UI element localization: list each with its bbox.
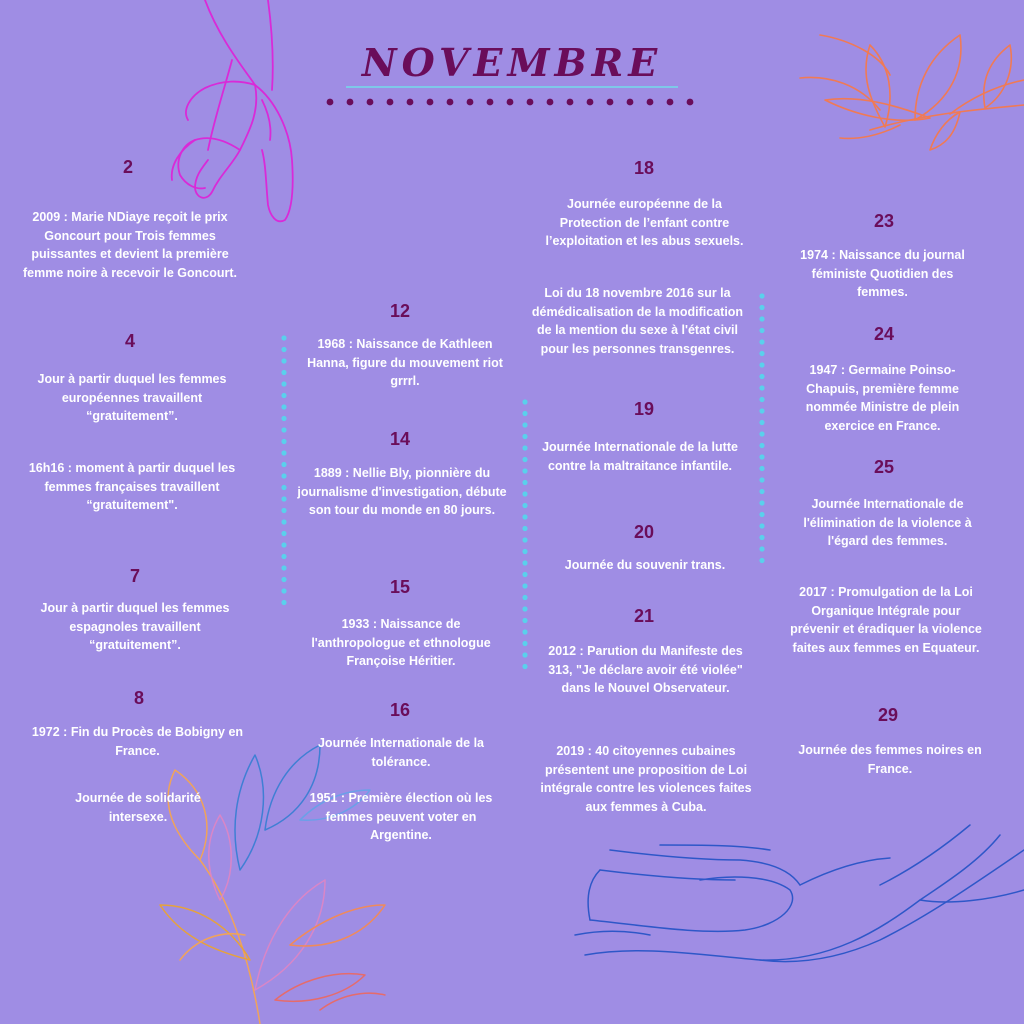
event-18-1: Journée européenne de la Protection de l’enfant contre l’exploitation et les abus sexuels. [545,197,744,248]
separator-dot [522,503,527,508]
separator-dot [522,560,527,565]
separator-dot [281,531,286,536]
separator-dot [522,549,527,554]
separator-dot [281,542,286,547]
day-25: 25 [873,457,895,477]
separator-dot [522,572,527,577]
event-15-1: 1933 : Naissance de l'anthropologue et ethnologue Françoise Héritier. [311,617,491,668]
title-dot [447,99,454,106]
separator-dot [759,374,764,379]
title-dot [387,99,394,106]
title-dot [547,99,554,106]
separator-dot [759,431,764,436]
separator-dot [281,496,286,501]
title-dot [327,99,334,106]
title-dot [687,99,694,106]
separator-dot [759,454,764,459]
day-7: 7 [129,566,140,586]
separator-dot [522,491,527,496]
title-dot [407,99,414,106]
separator-dot [759,500,764,505]
event-12-1: 1968 : Naissance de Kathleen Hanna, figure du mouvement riot grrrl. [307,337,503,388]
event-23-1: 1974 : Naissance du journal féministe Quotidien des femmes. [800,248,965,299]
separator-dot [522,537,527,542]
day-4: 4 [124,331,135,351]
title-dot [487,99,494,106]
title-dot [607,99,614,106]
day-8: 8 [133,688,144,708]
separator-dot [281,577,286,582]
separator-dot [759,443,764,448]
separator-dot [281,335,286,340]
event-21-2: 2019 : 40 citoyennes cubaines présentent une proposition de Loi intégrale contre les violences faites aux femmes à Cuba. [540,744,752,814]
event-4-2: 16h16 : moment à partir duquel les femmes françaises travaillent “gratuitement". [28,461,236,512]
day-12: 12 [389,301,411,321]
title-dot-row [326,96,706,108]
separator-dot [759,477,764,482]
separator-dot [759,362,764,367]
day-18: 18 [633,158,655,178]
day-21: 21 [633,606,655,626]
separator-dot [522,618,527,623]
separator-dot [522,514,527,519]
separator-dot [522,652,527,657]
separator-dot [281,416,286,421]
separator-dot [522,526,527,531]
event-16-2: 1951 : Première élection où les femmes peuvent voter en Argentine. [309,791,493,842]
separator-dot [281,473,286,478]
event-8-2: Journée de solidarité intersexe. [75,791,201,824]
pinky-hand-icon [172,0,293,221]
separator-dot [281,554,286,559]
separator-dot [281,404,286,409]
separator-dot [281,381,286,386]
separator-dot [281,462,286,467]
day-24: 24 [873,324,895,344]
separator-dot [281,427,286,432]
separator-dot [759,558,764,563]
separator-dot [759,523,764,528]
day-29: 29 [877,705,899,725]
title-dot [667,99,674,106]
day-20: 20 [633,522,655,542]
title-dot [347,99,354,106]
event-14-1: 1889 : Nellie Bly, pionnière du journalisme d'investigation, débute son tour du monde en 80 jours. [297,466,507,517]
separator-dot [522,434,527,439]
separator-dot [281,358,286,363]
event-29-1: Journée des femmes noires en France. [798,743,982,776]
title-dot [467,99,474,106]
title-underline [346,86,678,88]
separator-dot [759,328,764,333]
separator-dot [759,316,764,321]
separator-dot [522,457,527,462]
separator-dot [522,583,527,588]
event-25-2: 2017 : Promulgation de la Loi Organique Intégrale pour prévenir et éradiquer la violence faites aux femmes en Equateur. [790,585,982,655]
day-14: 14 [389,429,411,449]
day-19: 19 [633,399,655,419]
separator-dot [522,606,527,611]
title-dot [367,99,374,106]
separator-dot [281,450,286,455]
separator-dot [759,546,764,551]
separator-dot [281,519,286,524]
separator-dot [759,397,764,402]
separator-dot [522,595,527,600]
separator-dot [281,393,286,398]
event-8-1: 1972 : Fin du Procès de Bobigny en France. [31,725,244,758]
separator-dot [522,399,527,404]
event-25-1: Journée Internationale de l'élimination de la violence à l'égard des femmes. [803,497,972,548]
separator-dot [281,508,286,513]
dotted-separator-3 [759,293,764,563]
separator-dot [522,422,527,427]
separator-dot [759,339,764,344]
page-title: NOVEMBRE [361,40,663,85]
orange-leaves-icon [800,35,1024,150]
separator-dot [759,293,764,298]
separator-dot [522,445,527,450]
event-16-1: Journée Internationale de la tolérance. [317,736,484,769]
separator-dot [759,385,764,390]
day-15: 15 [389,577,411,597]
day-23: 23 [873,211,895,231]
separator-dot [281,588,286,593]
colorful-leaves-icon [160,745,385,1024]
day-2: 2 [122,157,133,177]
separator-dot [522,468,527,473]
separator-dot [522,641,527,646]
separator-dot [759,420,764,425]
separator-dot [281,565,286,570]
event-7-1: Jour à partir duquel les femmes espagnoles travaillent “gratuitement”. [40,601,230,652]
title-dot [567,99,574,106]
separator-dot [522,664,527,669]
separator-dot [759,535,764,540]
separator-dot [522,629,527,634]
event-21-1: 2012 : Parution du Manifeste des 313, "Je déclare avoir été violée" dans le Nouvel Observateur. [548,644,743,695]
title-dot [527,99,534,106]
title-dot [507,99,514,106]
separator-dot [281,347,286,352]
event-20-1: Journée du souvenir trans. [564,558,726,572]
event-24-1: 1947 : Germaine Poinso-Chapuis, première femme nommée Ministre de plein exercice en France. [805,363,960,433]
separator-dot [522,411,527,416]
separator-dot [759,305,764,310]
separator-dot [281,600,286,605]
blue-hands-icon [575,825,1024,962]
separator-dot [759,512,764,517]
title-dot [647,99,654,106]
day-16: 16 [389,700,411,720]
separator-dot [522,480,527,485]
title-dot [427,99,434,106]
separator-dot [759,351,764,356]
separator-dot [281,439,286,444]
separator-dot [759,408,764,413]
title-dot [587,99,594,106]
dotted-separator-1 [281,335,286,605]
event-18-2: Loi du 18 novembre 2016 sur la démédicalisation de la modification de la mention du sexe à l'état civil pour les personnes transgenres. [531,286,744,356]
separator-dot [759,466,764,471]
event-19-1: Journée Internationale de la lutte contre la maltraitance infantile. [542,440,738,473]
separator-dot [281,370,286,375]
separator-dot [281,485,286,490]
title-dot [627,99,634,106]
event-2-1: 2009 : Marie NDiaye reçoit le prix Goncourt pour Trois femmes puissantes et devient la première femme noire à recevoir le Goncourt. [23,210,237,280]
event-4-1: Jour à partir duquel les femmes européennes travaillent “gratuitement”. [37,372,227,423]
separator-dot [759,489,764,494]
dotted-separator-2 [522,399,527,669]
